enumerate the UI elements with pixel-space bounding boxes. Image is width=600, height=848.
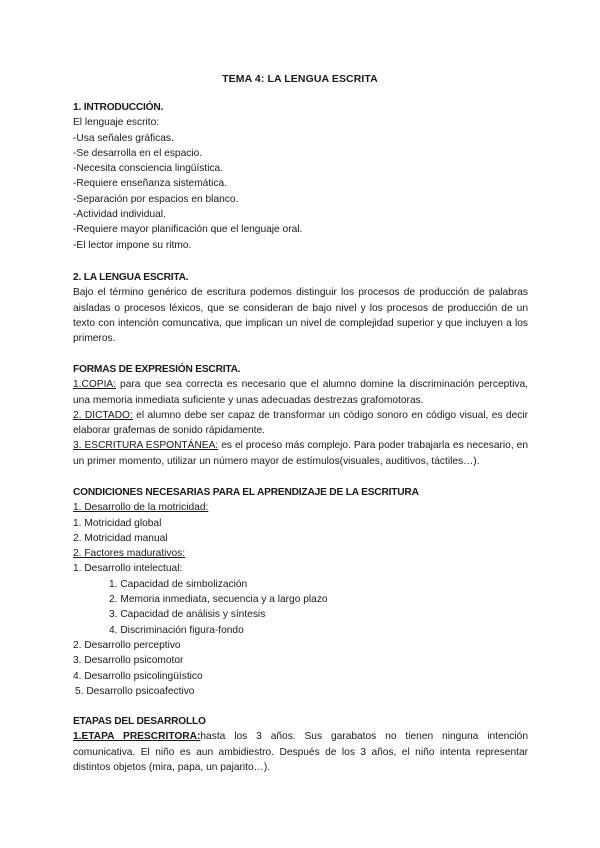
motricidad-item: 1. Motricidad global [73,517,162,529]
intelectual-item: 2. Memoria inmediata, secuencia y a largo plazo [109,594,328,606]
etapa-item [73,729,528,775]
lengua-paragraph: Bajo el término genérico de escritura podemos distinguir los procesos de producción de palabras aisladas o procesos léxicos, que se consideran de bajo nivel y los procesos de producción de un texto con intención comuncativa, que implican un nivel de complejidad superior y que incluyen a los primeros. [73,287,528,345]
document-title: TEMA 4: LA LENGUA ESCRITA [222,73,378,85]
forma-text: el alumno debe ser capaz de transformar un código sonoro en código visual, es decir elaborar grafemas de sonido rápidamente. [73,409,528,437]
intelectual-item: 4. Discriminación figura-fondo [109,624,244,636]
formas-section [73,362,528,469]
desarrollo-item: 2. Desarrollo perceptivo [73,639,181,651]
intro-line: -Usa señales gráficas. [73,132,174,144]
intro-line: -Requiere mayor planificación que el lenguaje oral. [73,224,303,236]
forma-label: 1.COPIA: [73,379,117,391]
intro-heading: 1. INTRODUCCIÓN. [73,102,164,113]
desarrollo-item: 3. Desarrollo psicomotor [73,655,184,667]
condiciones-heading: CONDICIONES NECESARIAS PARA EL APRENDIZAJE DE LA ESCRITURA [73,487,419,498]
intelectual-item: 1. Capacidad de simbolización [109,578,248,590]
intro-line: -Necesita consciencia lingüística. [73,163,224,175]
forma-label: 2. DICTADO: [73,409,133,421]
formas-heading: FORMAS DE EXPRESIÓN ESCRITA. [73,364,241,375]
forma-label: 3. ESCRITURA ESPONTÁNEA: [73,440,219,452]
forma-item [73,438,528,469]
desarrollo-item: 4. Desarrollo psicolingüístico [73,670,203,682]
intro-line: -El lector impone su ritmo. [73,239,192,251]
etapas-heading: ETAPAS DEL DESARROLLO [73,716,206,727]
forma-item [73,408,528,439]
intro-line: -Separación por espacios en blanco. [73,193,239,205]
condiciones-section [73,485,528,699]
etapa-label: 1.ETAPA PRESCRITORA: [73,731,201,743]
intro-line: -Actividad individual. [73,209,166,221]
lengua-section [73,270,528,346]
motricidad-item: 2. Motricidad manual [73,532,168,544]
etapa-text: hasta los 3 años. Sus garabatos no tienen ninguna intención comunicativa. El niño es aun ambidiestro. Después de los 3 años, el niño intenta representar distintos objetos (mira, papa, un pajarito…). [73,731,528,773]
factores-subheading: 2. Factores madurativos: [73,548,186,560]
intro-section [73,100,528,253]
forma-text: es el proceso más complejo. Para poder trabajarla es necesario, en un primer momento, utilizar un número mayor de estímulos(visuales, auditivos, táctiles…). [73,440,528,467]
motricidad-subheading: 1. Desarrollo de la motricidad: [73,502,209,514]
intelectual-item: 3. Capacidad de análisis y síntesis [109,609,266,621]
intro-line: -Se desarrolla en el espacio. [73,147,203,159]
etapas-section [73,714,528,775]
intro-line: El lenguaje escrito: [73,117,160,129]
forma-item [73,377,528,408]
lengua-heading: 2. LA LENGUA ESCRITA. [73,272,189,283]
desarrollo-item: 5. Desarrollo psicoafectivo [75,685,195,697]
intro-line: -Requiere enseñanza sistemática. [73,178,228,190]
intelectual-heading: 1. Desarrollo intelectual: [73,563,183,575]
forma-text: para que sea correcta es necesario que el alumno domine la discriminación perceptiva, una memoria inmediata suficiente y unas adecuadas destrezas grafomotoras. [73,379,528,406]
